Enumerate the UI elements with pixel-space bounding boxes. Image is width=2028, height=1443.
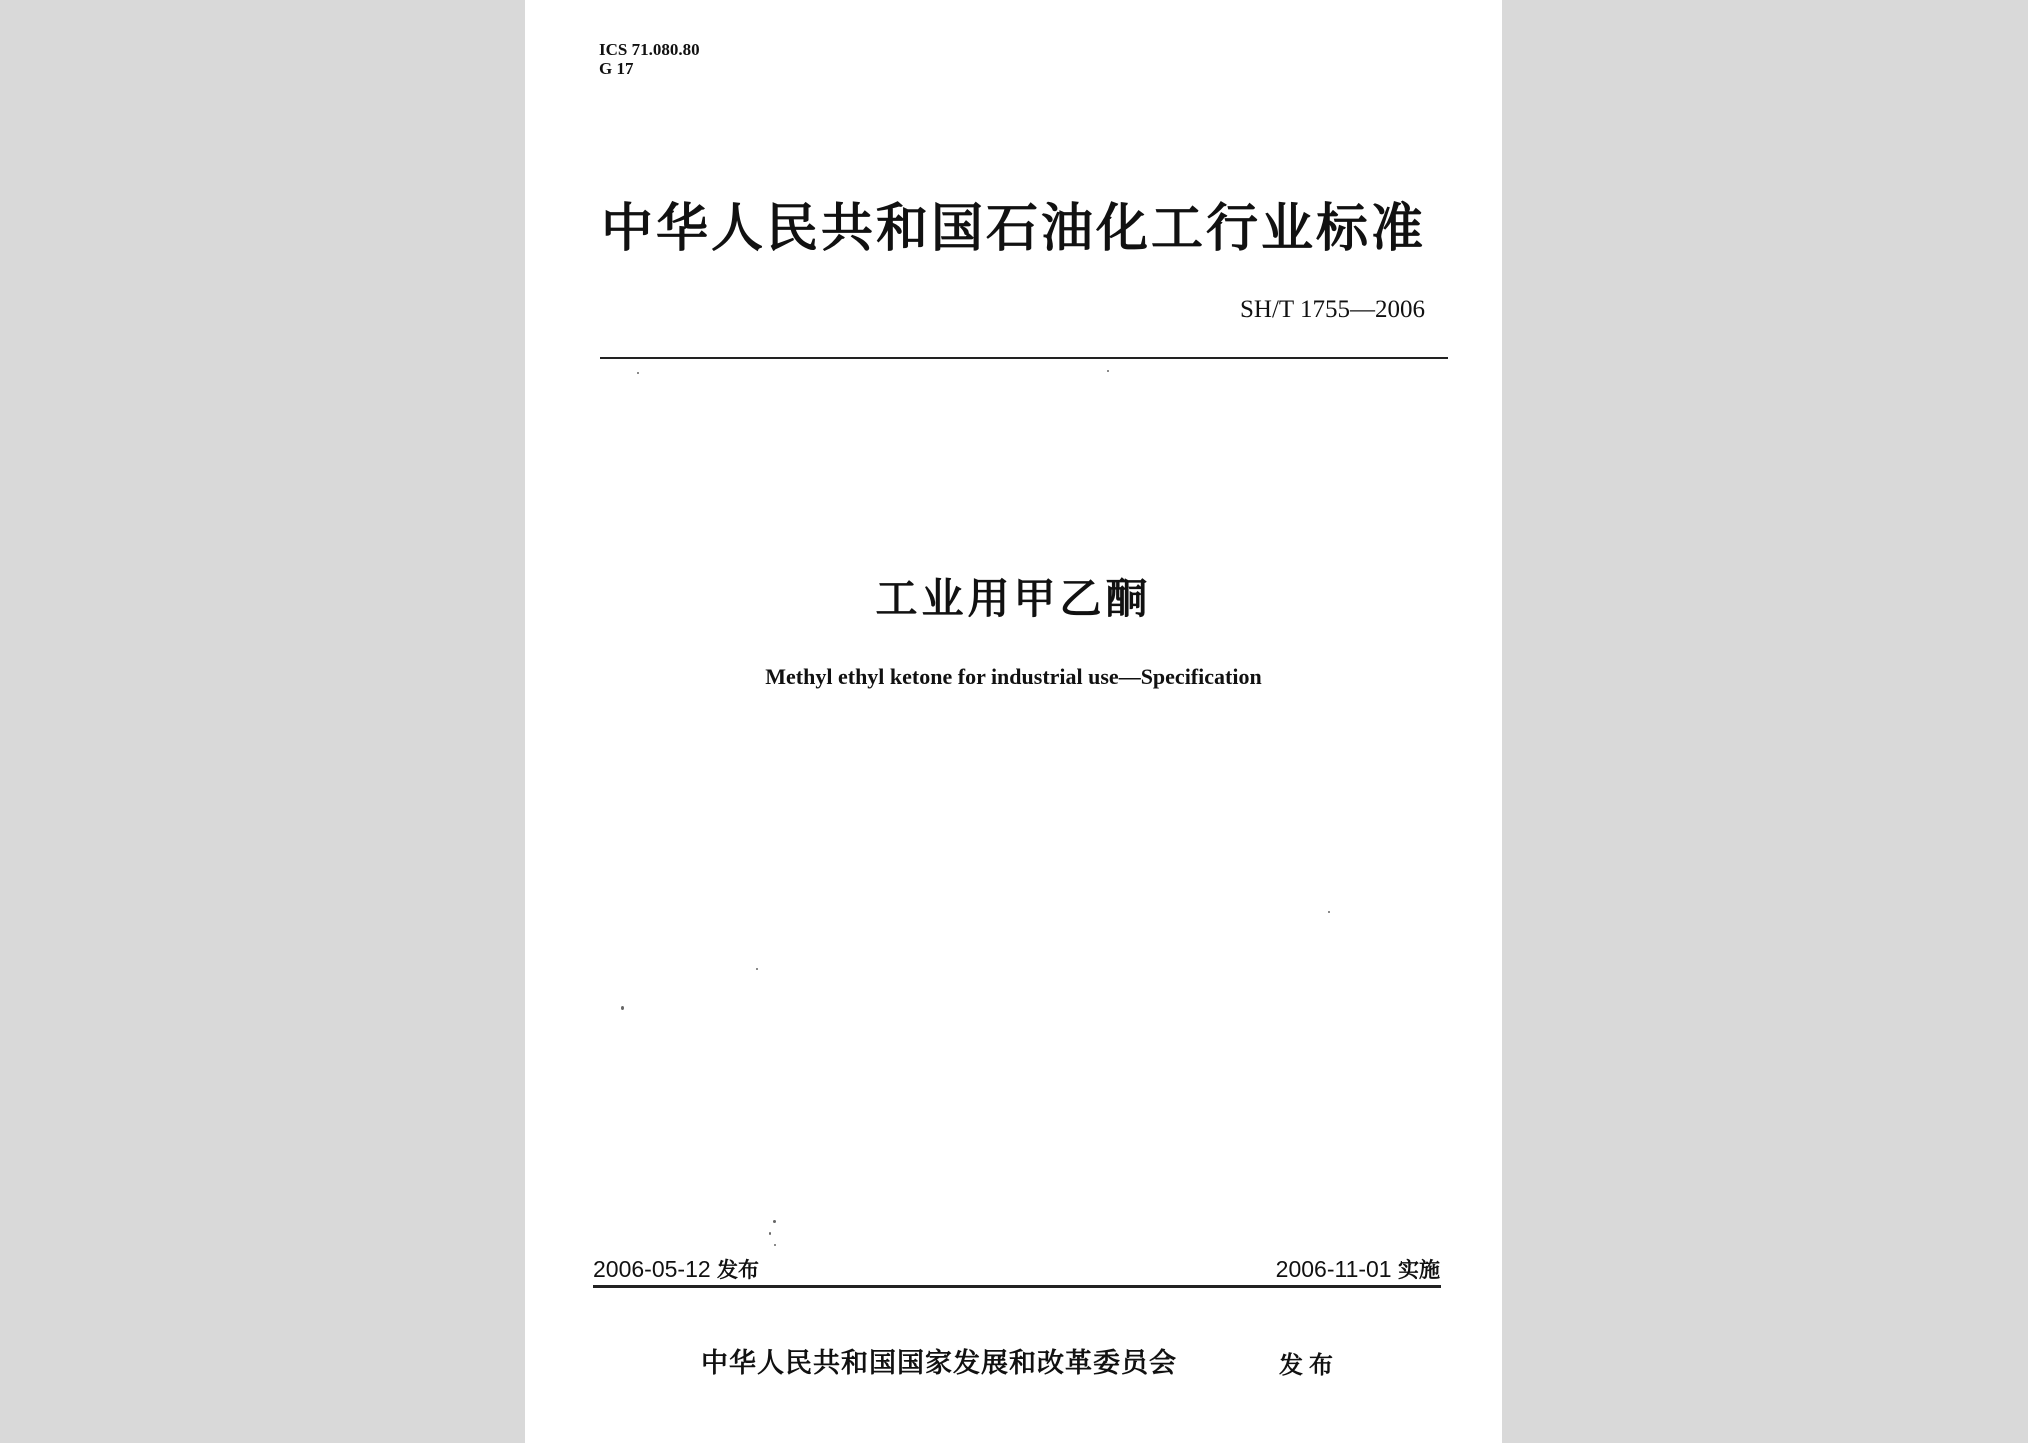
publisher-action: 发布 [1279, 1351, 1339, 1379]
scan-speck [756, 968, 758, 970]
document-title-english: Methyl ethyl ketone for industrial use—Specification [765, 664, 1262, 689]
bottom-divider [593, 1285, 1441, 1288]
classification-codes [599, 40, 700, 78]
top-divider [600, 357, 1448, 359]
scan-speck [769, 1232, 771, 1235]
standard-title: 中华人民共和国石油化工行业标准 [600, 199, 1426, 259]
issue-date: 2006-05-12 [593, 1256, 711, 1282]
document-page [525, 0, 1502, 1443]
scan-speck [637, 372, 639, 374]
scan-speck [1328, 911, 1330, 913]
implementation-label: 实施 [1398, 1258, 1440, 1282]
ics-code: ICS 71.080.80 [599, 40, 700, 59]
document-title-chinese: 工业用甲乙酮 [875, 574, 1152, 623]
issue-date-line [593, 1254, 759, 1284]
publisher-name: 中华人民共和国国家发展和改革委员会 [701, 1348, 1177, 1379]
standard-code: SH/T 1755—2006 [1240, 296, 1425, 323]
implementation-date-line [1276, 1254, 1440, 1284]
implementation-date: 2006-11-01 [1275, 1256, 1392, 1282]
scan-speck [774, 1244, 776, 1246]
scan-speck [773, 1220, 776, 1223]
scan-speck [1107, 370, 1109, 372]
ccs-code: G 17 [599, 59, 634, 78]
issue-label: 发布 [717, 1258, 760, 1282]
scan-speck [621, 1006, 624, 1010]
